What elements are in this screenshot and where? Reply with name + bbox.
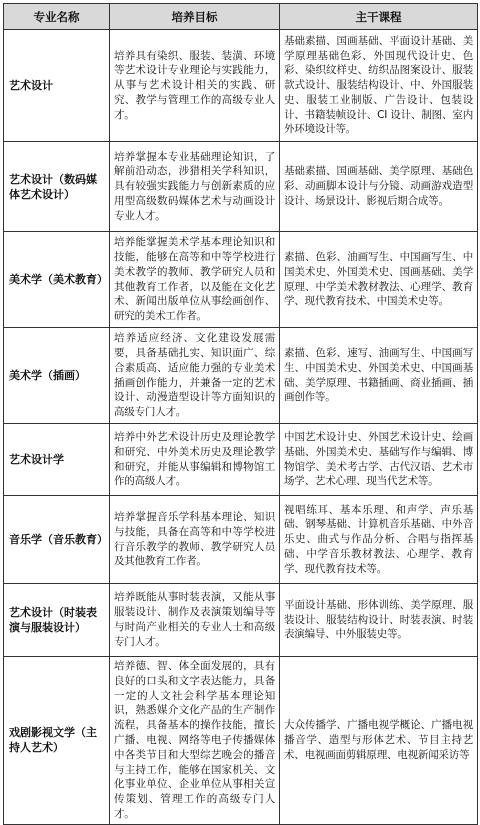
main-courses: 平面设计基础、形体训练、美学原理、服装设计、服装结构设计、时装表演、时装表演编导、中外服装史等。 (280, 584, 478, 657)
main-courses: 大众传播学、广播电视学概论、广播电视播音学、造型与形体艺术、节目主持艺术、电视画面剪辑原理、电视新闻采访等 (280, 657, 478, 825)
main-courses: 中国艺术设计史、外国艺术设计史、绘画基础、外国美术史、基础写作与编辑、博物馆学、美术考古学、古代汉语、艺术市场学、艺术心理、现当代艺术等。 (280, 424, 478, 496)
header-goal: 培养目标 (110, 4, 280, 30)
majors-table (3, 3, 478, 825)
major-name: 美术学（美术教育） (4, 232, 110, 328)
table-header-row (4, 4, 478, 30)
major-name: 艺术设计学 (4, 424, 110, 496)
main-courses: 素描、色彩、油画写生、中国画写生、中国美术史、外国美术史、国画基础、美学原理、中学美术教材教法、心理学、教育学、现代教育技术、中国美术史等。 (280, 232, 478, 328)
table-row (4, 424, 478, 496)
table-row (4, 142, 478, 232)
table-row (4, 657, 478, 825)
table-row (4, 328, 478, 424)
header-major: 专业名称 (4, 4, 110, 30)
training-goal: 培养掌握音乐学科基本理论、知识与技能，具备在高等和中等学校进行音乐教学的教师、教学研究人员及其他教育工作者。 (110, 496, 280, 584)
major-name: 美术学（插画） (4, 328, 110, 424)
main-courses: 素描、色彩、速写、油画写生、中国画写生、中国美术史、外国美术史、中国画基础、美学原理、书籍插画、商业插画、插画创作等。 (280, 328, 478, 424)
table-row (4, 30, 478, 142)
training-goal: 培养中外艺术设计历史及理论教学和研究、中外美术历史及理论教学和研究，并能从事编辑和博物馆工作的高级人才。 (110, 424, 280, 496)
main-courses: 视唱练耳、基本乐理、和声学、声乐基础、钢琴基础、计算机音乐基础、中外音乐史、曲式与作品分析、合唱与指挥基础、中学音乐教材教法、心理学、教育学、现代教育技术等。 (280, 496, 478, 584)
table-row (4, 584, 478, 657)
major-name: 音乐学（音乐教育） (4, 496, 110, 584)
training-goal: 培养德、智、体全面发展的，具有良好的口头和文字表达能力，具备一定的人文社会科学基本理论知识，熟悉媒介文化产品的生产制作流程，具备基本的操作技能，擅长广播、电视、网络等电子传播媒体中各类节目和大型综艺晚会的播音与主持工作，能够在国家机关、文化事业单位、企业单位从事相关宣传策划、管理工作的高级专门人才。 (110, 657, 280, 825)
training-goal: 培养掌握本专业基础理论知识，了解前沿动态，涉猎相关学科知识，具有较强实践能力与创新素质的应用型高级数码媒体艺术与动画设计专业人才。 (110, 142, 280, 232)
table-row (4, 232, 478, 328)
main-courses: 基础素描、国画基础、美学原理、基础色彩、动画脚本设计与分镜、动画游戏造型设计、场景设计、影视后期合成等。 (280, 142, 478, 232)
training-goal: 培养适应经济、文化建设发展需要，具备基础扎实、知识面广、综合素质高、适应能力强的专业美术插画创作能力，并兼备一定的艺术设计、动漫造型设计等方面知识的高级专门人才。 (110, 328, 280, 424)
major-name: 戏剧影视文学（主持人艺术） (4, 657, 110, 825)
table-row (4, 496, 478, 584)
main-courses: 基础素描、国画基础、平面设计基础、美学原理基础色彩、外国现代设计史、色彩、染织纹样史、纺织品图案设计、服装款式设计、服装结构设计、中、外国服装史、服装工业制版、广告设计、包装设计、书籍装帧设计、CI 设计、制图、室内外环境设计等。 (280, 30, 478, 142)
training-goal: 培养能掌握美术学基本理论知识和技能，能够在高等和中等学校进行美术教学的教师、教学研究人员和其他教育工作者，以及能在文化艺术、新闻出版单位从事绘画创作、研究的美术工作者。 (110, 232, 280, 328)
training-goal: 培养既能从事时装表演，又能从事服装设计、制作及表演策划编导等与时尚产业相关的专业人士和高级专门人才。 (110, 584, 280, 657)
major-name: 艺术设计（时装表演与服装设计） (4, 584, 110, 657)
major-name: 艺术设计（数码媒体艺术设计） (4, 142, 110, 232)
training-goal: 培养具有染织、服装、装潢、环境等艺术设计专业理论与实践能力，从事与艺术设计相关的实践、研究、教学与管理工作的高级专业人才。 (110, 30, 280, 142)
header-courses: 主干课程 (280, 4, 478, 30)
majors-table-container (3, 3, 477, 825)
major-name: 艺术设计 (4, 30, 110, 142)
